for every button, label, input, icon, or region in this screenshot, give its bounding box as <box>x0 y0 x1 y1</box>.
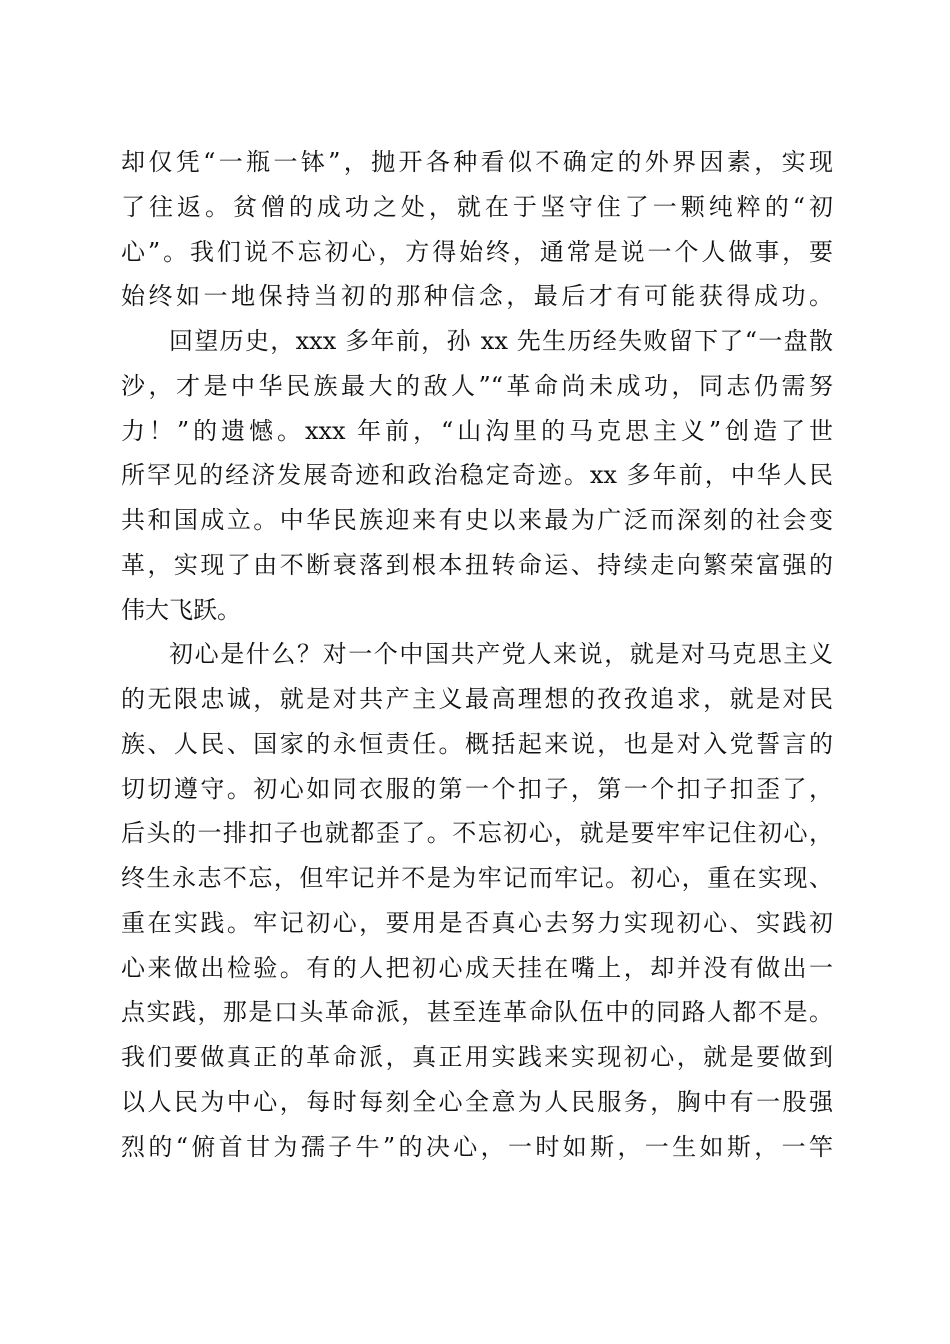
paragraph-1-line-3: 心”。我们说不忘初心，方得始终，通常是说一个人做事，要 <box>121 237 833 266</box>
paragraph-2-line-4: 所罕见的经济发展奇迹和政治稳定奇迹。xx 多年前，中华人民 <box>121 461 833 490</box>
paragraph-3-line-7: 重在实践。牢记初心，要用是否真心去努力实现初心、实践初 <box>121 908 833 937</box>
paragraph-2-line-1: 回望历史，xxx 多年前，孙 xx 先生历经失败留下了“一盘散 <box>169 327 833 355</box>
paragraph-1-line-2: 了往返。贫僧的成功之处，就在于坚守住了一颗纯粹的“初 <box>121 192 833 221</box>
paragraph-3-line-2: 的无限忠诚，就是对共产主义最高理想的孜孜追求，就是对民 <box>121 685 833 713</box>
paragraph-3-line-12: 烈的“俯首甘为孺子牛”的决心，一时如斯，一生如斯，一竿 <box>121 1132 833 1161</box>
paragraph-3-line-10: 我们要做真正的革命派，真正用实践来实现初心，就是要做到 <box>121 1043 833 1071</box>
paragraph-3-line-9: 点实践，那是口头革命派，甚至连革命队伍中的同路人都不是。 <box>121 998 833 1027</box>
paragraph-2-line-5: 共和国成立。中华民族迎来有史以来最为广泛而深刻的社会变 <box>121 506 833 534</box>
paragraph-3-line-6: 终生永志不忘，但牢记并不是为牢记而牢记。初心，重在实现、 <box>121 864 833 892</box>
paragraph-2-line-6: 革，实现了由不断衰落到根本扭转命运、持续走向繁荣富强的 <box>121 550 833 579</box>
paragraph-2-line-2: 沙，才是中华民族最大的敌人”“革命尚未成功，同志仍需努 <box>121 371 833 400</box>
paragraph-3-line-8: 心来做出检验。有的人把初心成天挂在嘴上，却并没有做出一 <box>121 953 833 982</box>
paragraph-3-line-3: 族、人民、国家的永恒责任。概括起来说，也是对入党誓言的 <box>121 729 833 758</box>
paragraph-3-line-4: 切切遵守。初心如同衣服的第一个扣子，第一个扣子扣歪了， <box>121 774 833 803</box>
paragraph-1-line-4: 始终如一地保持当初的那种信念，最后才有可能获得成功。 <box>121 282 833 311</box>
paragraph-3-line-5: 后头的一排扣子也就都歪了。不忘初心，就是要牢牢记住初心， <box>121 819 833 848</box>
body-text <box>121 140 833 1169</box>
paragraph-2-line-3: 力！”的遗憾。xxx 年前，“山沟里的马克思主义”创造了世 <box>121 416 833 445</box>
paragraph-3-line-1: 初心是什么？对一个中国共产党人来说，就是对马克思主义 <box>169 640 833 669</box>
paragraph-2-line-7: 伟大飞跃。 <box>121 595 241 624</box>
paragraph-3-line-11: 以人民为中心，每时每刻全心全意为人民服务，胸中有一股强 <box>121 1087 833 1116</box>
paragraph-1-line-1: 却仅凭“一瓶一钵”，抛开各种看似不确定的外界因素，实现 <box>121 148 833 176</box>
